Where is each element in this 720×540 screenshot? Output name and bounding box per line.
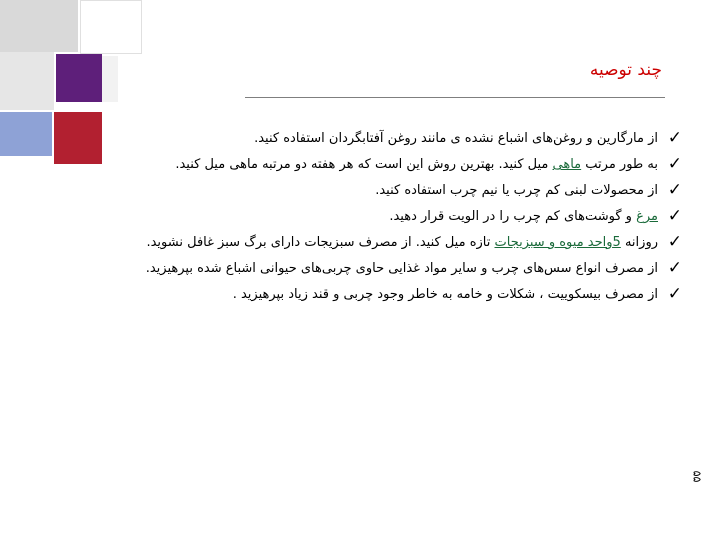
decor-square-light bbox=[102, 56, 118, 102]
decor-square-white-top bbox=[80, 0, 142, 54]
decor-square-blue bbox=[0, 112, 52, 156]
bullet-item bbox=[142, 258, 682, 279]
checkmark-icon: ✓ bbox=[667, 284, 682, 304]
bullet-item bbox=[142, 206, 682, 227]
bullet-link[interactable]: مرغ bbox=[636, 209, 658, 224]
checkmark-icon: ✓ bbox=[667, 128, 682, 148]
checkmark-icon: ✓ bbox=[667, 180, 682, 200]
slide-title: چند توصیه bbox=[589, 60, 662, 80]
decor-square-red bbox=[54, 112, 102, 164]
decor-square-gray-top bbox=[0, 0, 78, 52]
bullet-text: و گوشت‌های کم چرب را در الویت قرار دهید. bbox=[389, 209, 637, 224]
bullet-text: از مصرف انواع سس‌های چرب و سایر مواد غذایی حاوی چربی‌های حیوانی اشباع شده بپرهیزید. bbox=[145, 261, 658, 276]
bullet-text: از محصولات لبنی کم چرب یا نیم چرب استفاده کنید. bbox=[375, 183, 658, 198]
bullet-text: میل کنید. بهترین روش این است که هر هفته دو مرتبه ماهی میل کنید. bbox=[175, 157, 553, 172]
bullet-item bbox=[142, 284, 682, 305]
decor-square-purple bbox=[56, 54, 102, 102]
bullet-text: از مصرف بیسکوییت ، شکلات و خامه به خاطر وجود چربی و قند زیاد بپرهیزید . bbox=[232, 287, 658, 302]
bullet-text: تازه میل کنید. از مصرف سبزیجات دارای برگ سبز غافل نشوید. bbox=[146, 235, 495, 250]
decor-square-gray-mid bbox=[0, 52, 54, 110]
title-underline bbox=[245, 97, 665, 98]
checkmark-icon: ✓ bbox=[667, 258, 682, 278]
bullet-item bbox=[142, 232, 682, 253]
bullet-text: از مارگارین و روغن‌های اشباع نشده ی مانند روغن آفتابگردان استفاده کنید. bbox=[254, 131, 658, 146]
bullet-text: به طور مرتب bbox=[581, 157, 658, 172]
checkmark-icon: ✓ bbox=[667, 154, 682, 174]
bullet-list bbox=[142, 128, 682, 310]
page-number: ۵۵ bbox=[690, 470, 704, 483]
bullet-item bbox=[142, 128, 682, 149]
bullet-item bbox=[142, 154, 682, 175]
checkmark-icon: ✓ bbox=[667, 206, 682, 226]
bullet-link[interactable]: 5واحد میوه و سبزیجات bbox=[494, 235, 621, 250]
bullet-text: روزانه bbox=[620, 235, 658, 250]
bullet-link[interactable]: ماهی bbox=[552, 157, 582, 172]
bullet-item bbox=[142, 180, 682, 201]
checkmark-icon: ✓ bbox=[667, 232, 682, 252]
